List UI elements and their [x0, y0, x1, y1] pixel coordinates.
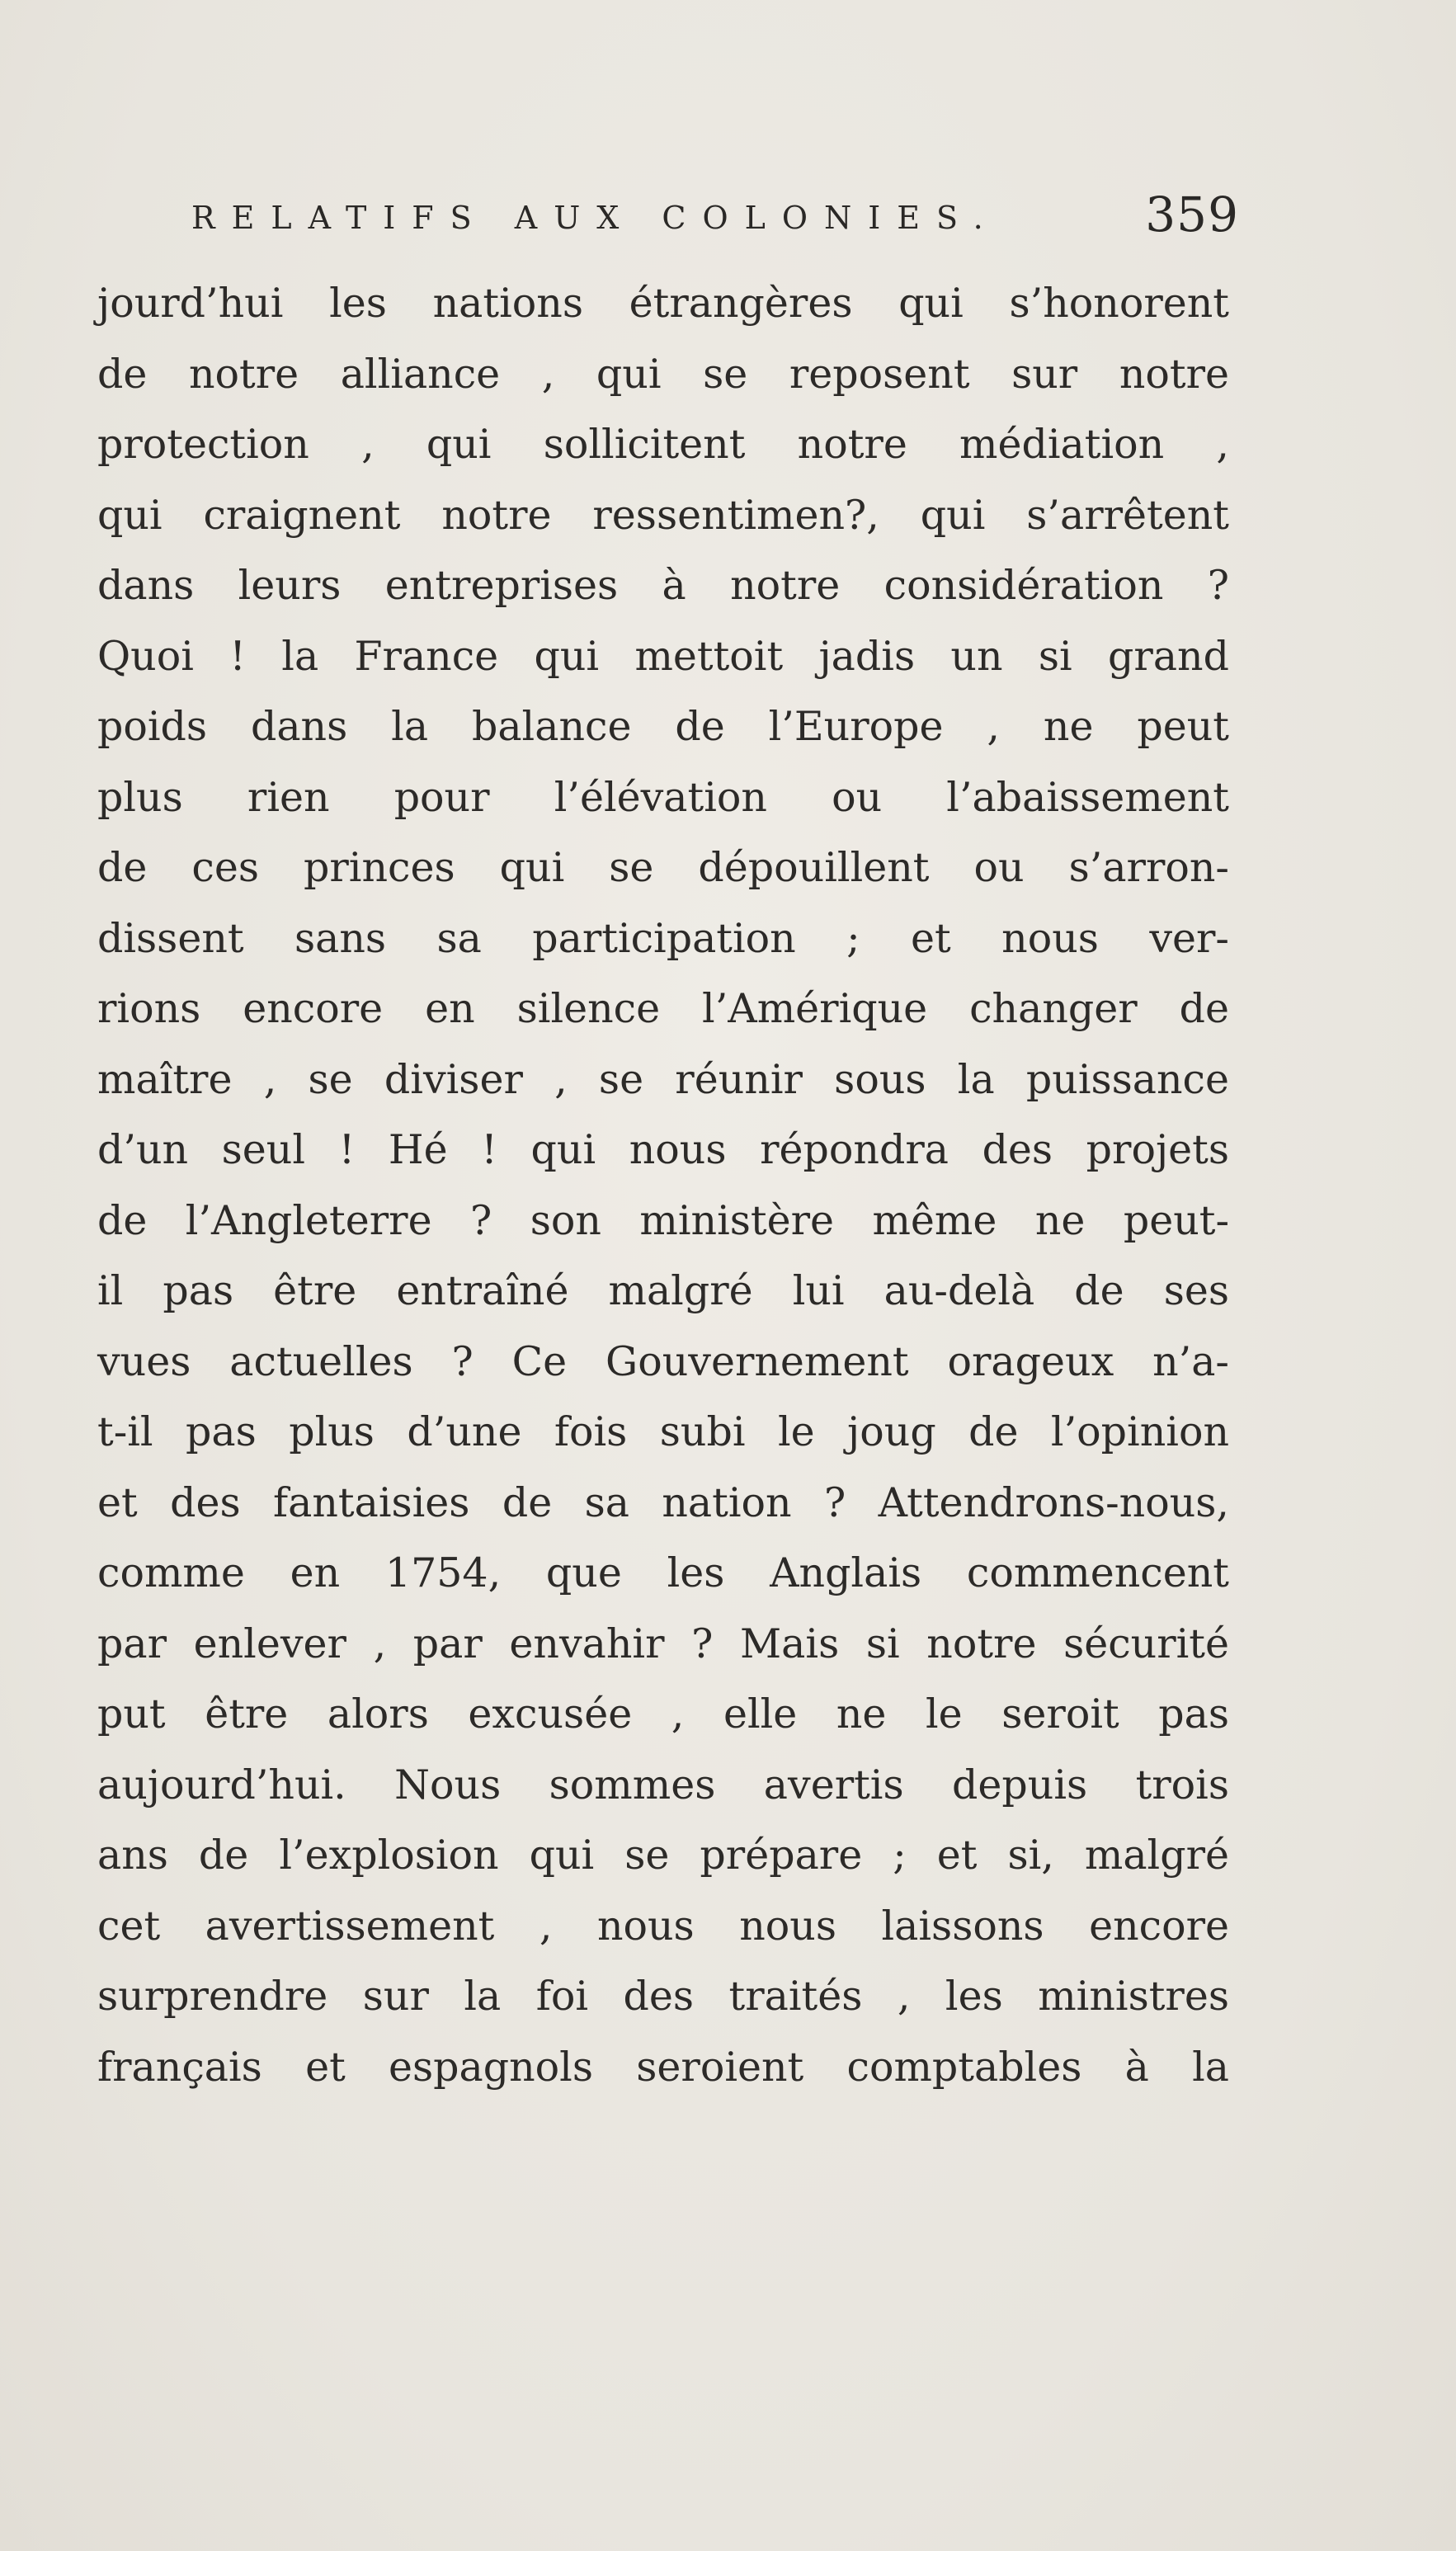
- text-line: français et espagnols seroient comptables à la: [97, 2043, 1229, 2091]
- text-line: par enlever , par envahir ? Mais si notre sécurité: [97, 1620, 1229, 1667]
- text-line: qui craignent notre ressentimen?, qui s’arrêtent: [97, 491, 1229, 539]
- text-line: Quoi ! la France qui mettoit jadis un si grand: [97, 632, 1229, 680]
- text-line: dans leurs entreprises à notre considération ?: [97, 562, 1229, 609]
- text-line: de l’Angleterre ? son ministère même ne peut-: [97, 1196, 1229, 1244]
- text-line: plus rien pour l’élévation ou l’abaissement: [97, 773, 1229, 821]
- text-line: ans de l’explosion qui se prépare ; et si, malgré: [97, 1832, 1229, 1879]
- text-line: et des fantaisies de sa nation ? Attendrons-nous,: [97, 1478, 1229, 1526]
- text-line: de notre alliance , qui se reposent sur notre: [97, 350, 1229, 398]
- body-text: [97, 268, 1229, 2102]
- text-line: protection , qui sollicitent notre médiation ,: [97, 421, 1229, 468]
- text-line: cet avertissement , nous nous laissons encore: [97, 1902, 1229, 1950]
- text-line: dissent sans sa participation ; et nous ver-: [97, 914, 1229, 962]
- text-line: d’un seul ! Hé ! qui nous répondra des projets: [97, 1126, 1229, 1173]
- text-line: rions encore en silence l’Amérique changer de: [97, 985, 1229, 1032]
- text-line: poids dans la balance de l’Europe , ne peut: [97, 703, 1229, 750]
- text-line: put être alors excusée , elle ne le seroit pas: [97, 1690, 1229, 1738]
- page-header: [191, 183, 1239, 257]
- text-line: il pas être entraîné malgré lui au-delà de ses: [97, 1267, 1229, 1314]
- text-line: jourd’hui les nations étrangères qui s’honorent: [97, 280, 1229, 327]
- text-line: aujourd’hui. Nous sommes avertis depuis trois: [97, 1761, 1229, 1808]
- page-number: 359: [1145, 186, 1239, 243]
- text-line: t-il pas plus d’une fois subi le joug de l’opinion: [97, 1408, 1229, 1455]
- text-line: maître , se diviser , se réunir sous la puissance: [97, 1055, 1229, 1103]
- text-line: surprendre sur la foi des traités , les ministres: [97, 1973, 1229, 2020]
- running-head: RELATIFS AUX COLONIES.: [191, 200, 1000, 236]
- text-line: de ces princes qui se dépouillent ou s’arron-: [97, 844, 1229, 891]
- text-line: vues actuelles ? Ce Gouvernement orageux n’a-: [97, 1337, 1229, 1385]
- text-line: comme en 1754, que les Anglais commencent: [97, 1549, 1229, 1596]
